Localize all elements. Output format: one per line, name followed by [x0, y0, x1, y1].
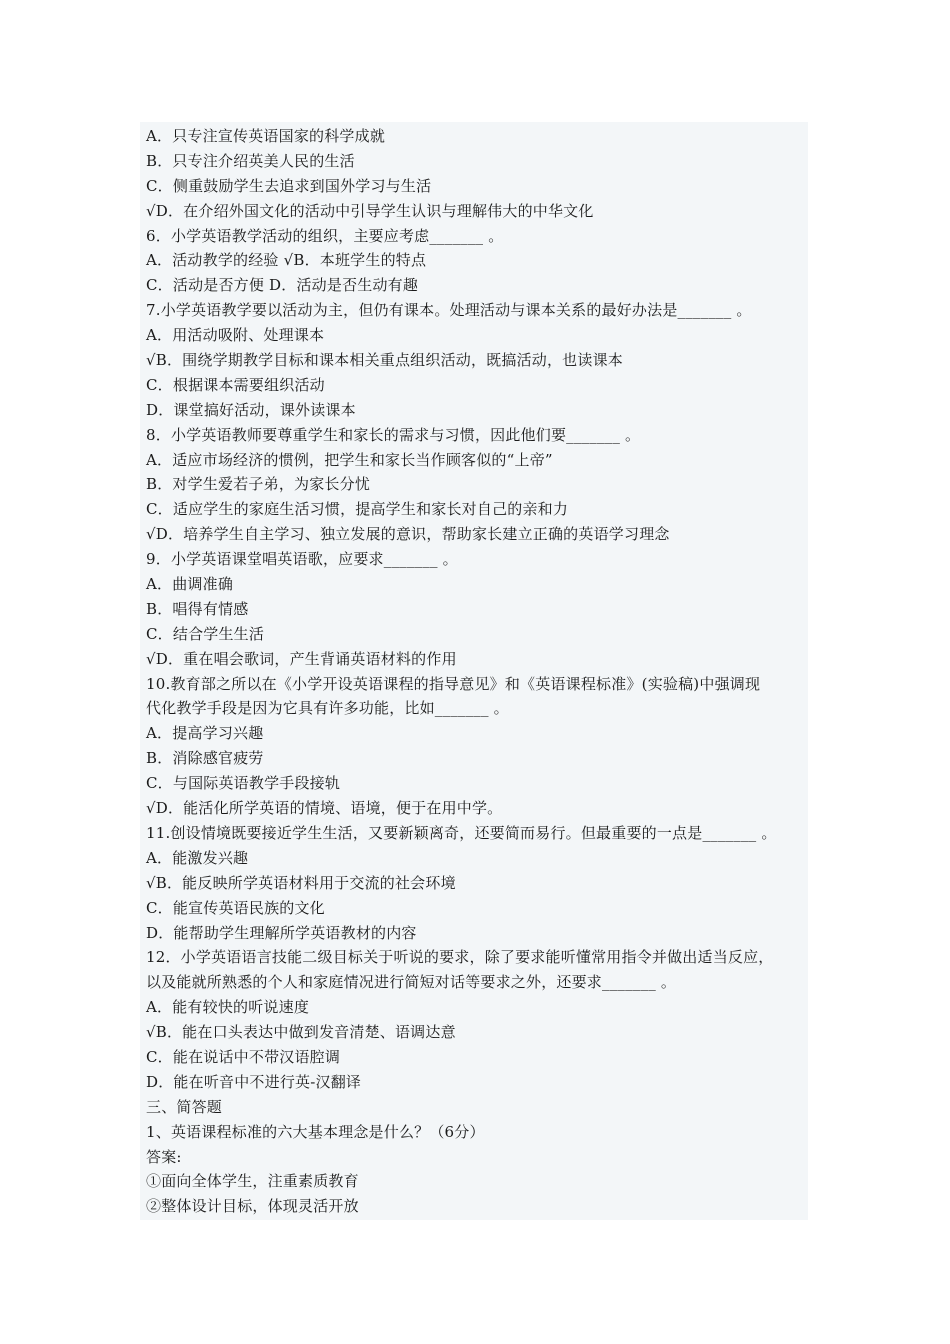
text-line: B．对学生爱若子弟，为家长分忧: [146, 475, 371, 494]
text-line: √B．能反映所学英语材料用于交流的社会环境: [146, 873, 456, 892]
question-line: 11.创设情境既要接近学生生活，又要新颖离奇，还要简而易行。但最重要的一点是_______ 。: [146, 823, 777, 842]
text-line: B．只专注介绍英美人民的生活: [146, 151, 355, 170]
text-line: D．能在听音中不进行英-汉翻译: [146, 1072, 362, 1091]
text-line: √B．围绕学期教学目标和课本相关重点组织活动，既搞活动，也读课本: [146, 351, 623, 370]
text-line: √D．能活化所学英语的情境、语境，便于在用中学。: [146, 799, 503, 818]
text-line: C．侧重鼓励学生去追求到国外学习与生活: [146, 176, 432, 195]
question-line: 10.教育部之所以在《小学开设英语课程的指导意见》和《英语课程标准》(实验稿)中强调现: [146, 674, 761, 693]
text-line: C．根据课本需要组织活动: [146, 375, 325, 394]
text-line: C．活动是否方便 D．活动是否生动有趣: [146, 276, 419, 295]
text-line: C．结合学生生活: [146, 624, 265, 643]
text-line: D．课堂搞好活动，课外读课本: [146, 400, 356, 419]
text-line: √D．在介绍外国文化的活动中引导学生认识与理解伟大的中华文化: [146, 201, 594, 220]
question-line: 代化教学手段是因为它具有许多功能，比如_______ 。: [146, 699, 509, 718]
text-line: A．提高学习兴趣: [146, 724, 264, 743]
text-line: A．能激发兴趣: [146, 848, 249, 867]
question-line: 8．小学英语教师要尊重学生和家长的需求与习惯，因此他们要_______ 。: [146, 425, 641, 444]
text-line: C．与国际英语教学手段接轨: [146, 774, 341, 793]
text-line: A．能有较快的听说速度: [146, 998, 310, 1017]
text-line: B．消除感官疲劳: [146, 749, 264, 768]
question-line: 1、英语课程标准的六大基本理念是什么？（6分）: [146, 1122, 485, 1141]
section-heading: 三、简答题: [146, 1097, 223, 1116]
text-line: √D．重在唱会歌词，产生背诵英语材料的作用: [146, 649, 457, 668]
text-line: C．适应学生的家庭生活习惯，提高学生和家长对自己的亲和力: [146, 500, 569, 519]
answer-line: ①面向全体学生，注重素质教育: [146, 1172, 359, 1191]
text-line: B．唱得有情感: [146, 599, 249, 618]
question-line: 6．小学英语教学活动的组织，主要应考虑_______ 。: [146, 226, 504, 245]
text-line: A．活动教学的经验 √B．本班学生的特点: [146, 251, 427, 270]
text-line: A．适应市场经济的惯例，把学生和家长当作顾客似的“上帝”: [146, 450, 553, 469]
answer-line: ②整体设计目标，体现灵活开放: [146, 1197, 359, 1216]
text-line: A．曲调准确: [146, 575, 234, 594]
text-line: C．能在说话中不带汉语腔调: [146, 1047, 341, 1066]
text-line: C．能宣传英语民族的文化: [146, 898, 325, 917]
text-line: A．用活动吸附、处理课本: [146, 326, 325, 345]
question-line: 12．小学英语语言技能二级目标关于听说的要求，除了要求能听懂常用指令并做出适当反应，: [146, 948, 774, 967]
question-line: 以及能就所熟悉的个人和家庭情况进行简短对话等要求之外，还要求_______ 。: [146, 973, 677, 992]
question-line: 7.小学英语教学要以活动为主，但仍有课本。处理活动与课本关系的最好办法是_______ 。: [146, 301, 752, 320]
text-line: D．能帮助学生理解所学英语教材的内容: [146, 923, 417, 942]
text-line: A．只专注宣传英语国家的科学成就: [146, 127, 386, 145]
answer-label: 答案:: [146, 1147, 182, 1166]
text-line: √D．培养学生自主学习、独立发展的意识，帮助家长建立正确的英语学习理念: [146, 525, 670, 544]
question-line: 9．小学英语课堂唱英语歌，应要求_______ 。: [146, 550, 458, 569]
text-line: √B．能在口头表达中做到发音清楚、语调达意: [146, 1023, 456, 1042]
document-text: [146, 124, 836, 1219]
